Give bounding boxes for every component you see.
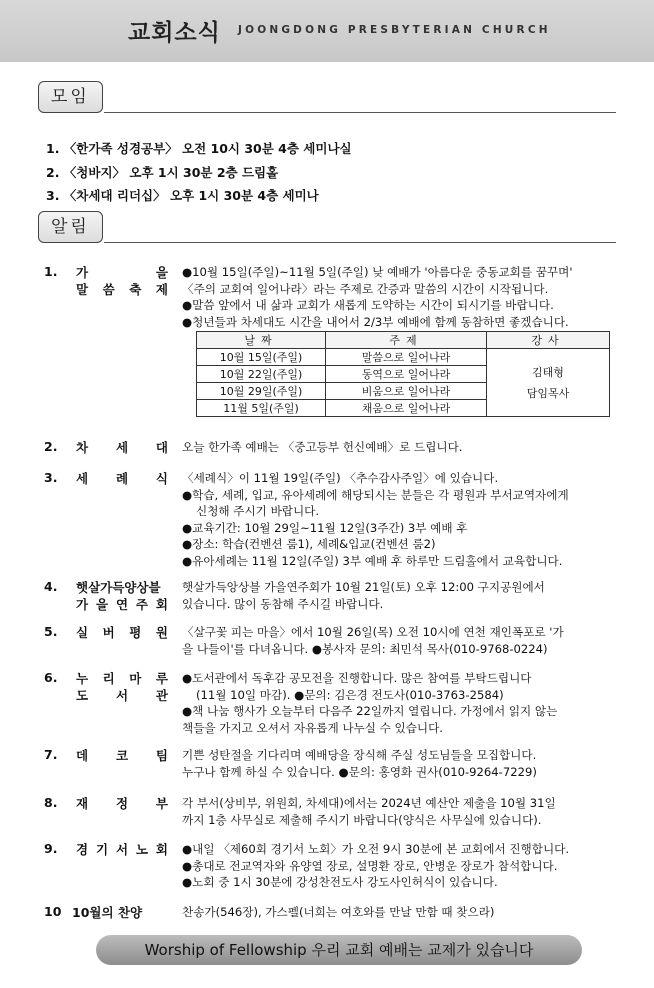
notice-3-line: ●교육기간: 10월 29일~11월 12일(3주간) 3부 예배 후 — [182, 520, 468, 535]
speaker-name: 김태형 — [532, 365, 564, 379]
notice-1-number: 1. — [44, 264, 58, 279]
notice-1-label-line1: 가 을 — [76, 265, 168, 280]
notice-6-label — [76, 670, 168, 704]
footer-banner: Worship of Fellowship 우리 교회 예배는 교제가 있습니다 — [96, 935, 582, 965]
header-band — [0, 0, 654, 62]
notice-8-label-line1: 재 정 부 — [76, 796, 168, 811]
notice-4-body — [182, 579, 618, 612]
table-cell-theme: 말씀으로 일어나라 — [326, 349, 487, 366]
notice-3-line: ●장소: 학습(컨벤션 룸1), 세례&입교(컨벤션 룸2) — [182, 537, 436, 551]
notice-9-label — [76, 841, 168, 858]
notice-9-label-line1: 경 기 서 노 회 — [76, 842, 168, 857]
notice-9-line: ●노회 중 1시 30분에 강성찬전도사 강도사인허식이 있습니다. — [182, 875, 498, 889]
notice-3-line: ●학습, 세례, 입교, 유아세례에 해당되시는 분들은 각 평원과 부서교역자에게 — [182, 487, 569, 502]
notice-7-body — [182, 747, 618, 780]
table-row — [197, 349, 610, 366]
notice-5-label-line1: 실 버 평 원 — [76, 625, 168, 640]
notice-7-label — [76, 747, 168, 764]
notice-1-label — [76, 264, 168, 298]
table-cell-date: 10월 22일(주일) — [197, 366, 326, 383]
notice-1-line: ●청년들과 차세대도 시간을 내어서 2/3부 예배에 함께 동참하면 좋겠습니다. — [182, 314, 569, 329]
notice-9-line: ●내일 〈제60회 경기서 노회〉가 오전 9시 30분에 본 교회에서 진행합니다. — [182, 842, 570, 856]
notice-4-label-line1: 햇살가득양상블 — [76, 580, 161, 595]
notice-6-line: (11월 10일 마감). ●문의: 김은경 전도사(010-3763-2584) — [196, 687, 504, 702]
notice-8-line: 까지 1층 사무실로 제출해 주시기 바랍니다(양식은 사무실에 있습니다). — [182, 812, 542, 827]
notice-6-body — [182, 670, 618, 736]
church-name: JOONGDONG PRESBYTERIAN CHURCH — [238, 24, 551, 36]
table-cell-date: 10월 29일(주일) — [197, 383, 326, 400]
meeting-item-1: 1. 〈한가족 성경공부〉 오전 10시 30분 4층 세미나실 — [46, 141, 352, 156]
notice-3-label — [76, 470, 168, 487]
notice-3-line: 신청해 주시기 바랍니다. — [196, 504, 320, 518]
table-cell-theme: 비움으로 일어나라 — [326, 383, 487, 400]
notice-1-line: ●10월 15일(주일)~11월 5일(주일) 낮 예배가 '아름다운 중동교회를 꿈꾸며' — [182, 265, 573, 279]
notice-10-body — [182, 904, 618, 921]
table-header-date: 날짜 — [197, 332, 326, 349]
notice-2-body — [182, 439, 618, 456]
notice-2-label — [76, 439, 168, 456]
meetings-heading: 모임 — [38, 81, 103, 113]
notice-1-line: 〈주의 교회여 일어나라〉라는 주제로 간증과 말씀의 시간이 시작됩니다. — [182, 281, 549, 296]
notice-6-line: ●책 나눔 행사가 오늘부터 다음주 22일까지 열립니다. 가정에서 읽지 않는 — [182, 704, 558, 718]
table-header-theme: 주제 — [326, 332, 487, 349]
notice-8-line: 각 부서(상비부, 위원회, 차세대)에서는 2024년 예산안 제출을 10월 31일 — [182, 796, 556, 810]
notices-divider — [104, 242, 616, 243]
notice-4-number: 4. — [44, 579, 58, 594]
notice-5-label — [76, 624, 168, 641]
sermon-schedule-table — [196, 331, 610, 417]
notice-4-label-line2: 가 을 연 주 회 — [76, 597, 168, 612]
notice-4-line: 햇살가득앙상블 가을연주회가 10월 21일(토) 오후 12:00 구지공원에서 — [182, 580, 545, 594]
page-title: 교회소식 — [128, 20, 221, 46]
table-cell-theme: 채움으로 일어나라 — [326, 400, 487, 417]
notice-2-label-line1: 차 세 대 — [76, 440, 168, 455]
meeting-item-2: 2. 〈청바지〉 오후 1시 30분 2층 드림홀 — [46, 165, 279, 180]
notice-2-line: 오늘 한가족 예배는 〈중고등부 헌신예배〉로 드립니다. — [182, 440, 463, 454]
meetings-divider — [104, 112, 616, 113]
notice-3-body — [182, 470, 618, 569]
notice-7-line: 기쁜 성탄절을 기다리며 예배당을 장식해 주실 성도님들을 모집합니다. — [182, 748, 537, 762]
notice-1-label-line2: 말 씀 축 제 — [76, 282, 168, 297]
notice-8-label — [76, 795, 168, 812]
notice-7-line: 누구나 함께 하실 수 있습니다. ●문의: 홍영화 권사(010-9264-7229) — [182, 764, 537, 779]
notice-9-number: 9. — [44, 841, 58, 856]
notice-1-body — [182, 264, 618, 330]
notice-7-label-line1: 데 코 팀 — [76, 748, 168, 763]
notice-4-line: 있습니다. 많이 동참해 주시길 바랍니다. — [182, 596, 384, 611]
notice-6-line: 책들을 가지고 오셔서 자유롭게 나누실 수 있습니다. — [182, 720, 443, 735]
notice-6-number: 6. — [44, 670, 58, 685]
notice-2-number: 2. — [44, 439, 58, 454]
notice-6-line: ●도서관에서 독후감 공모전을 진행합니다. 많은 참여를 부탁드립니다 — [182, 671, 532, 685]
notice-5-line: 〈살구꽃 피는 마을〉에서 10월 26일(목) 오전 10시에 연천 재인폭포로 '가 — [182, 625, 564, 639]
table-cell-date: 11월 5일(주일) — [197, 400, 326, 417]
notice-5-line: 을 나들이'를 다녀옵니다. ●봉사자 문의: 최민석 목사(010-9768-0224) — [182, 641, 548, 656]
meeting-item-3: 3. 〈차세대 리더십〉 오후 1시 30분 4층 세미나 — [46, 188, 319, 203]
notice-5-number: 5. — [44, 624, 58, 639]
notice-6-label-line1: 누 리 마 루 — [76, 671, 168, 686]
notice-7-number: 7. — [44, 747, 58, 762]
notice-3-line: 〈세례식〉이 11월 19일(주일) 〈추수감사주일〉에 있습니다. — [182, 471, 499, 485]
notice-4-label — [76, 579, 168, 613]
notice-3-label-line1: 세 례 식 — [76, 471, 168, 486]
notice-9-body — [182, 841, 618, 891]
notice-3-line: ●유아세례는 11월 12일(주일) 3부 예배 후 하루만 드림홀에서 교육합니다. — [182, 553, 563, 568]
notice-3-number: 3. — [44, 470, 58, 485]
notices-heading: 알림 — [38, 211, 103, 243]
notice-10-number: 10 — [44, 904, 62, 919]
notice-1-line: ●말씀 앞에서 내 삶과 교회가 새롭게 도약하는 시간이 되시기를 바랍니다. — [182, 298, 554, 312]
notice-10-label — [72, 904, 164, 921]
speaker-title: 담임목사 — [526, 386, 570, 400]
notice-8-number: 8. — [44, 795, 58, 810]
table-cell-theme: 동역으로 일어나라 — [326, 366, 487, 383]
notice-8-body — [182, 795, 618, 828]
table-cell-date: 10월 15일(주일) — [197, 349, 326, 366]
notice-9-line: ●총대로 전교역자와 유양열 장로, 설명환 장로, 안병운 장로가 참석합니다. — [182, 858, 558, 873]
notice-6-label-line2: 도 서 관 — [76, 688, 168, 703]
notice-10-label-line1: 10월의 찬양 — [72, 905, 143, 920]
table-cell-speaker — [487, 349, 610, 417]
notice-5-body — [182, 624, 618, 657]
notice-10-line: 찬송가(546장), 가스펠(너희는 여호와를 만날 만함 때 찾으라) — [182, 905, 495, 919]
table-header-speaker: 강사 — [487, 332, 610, 349]
